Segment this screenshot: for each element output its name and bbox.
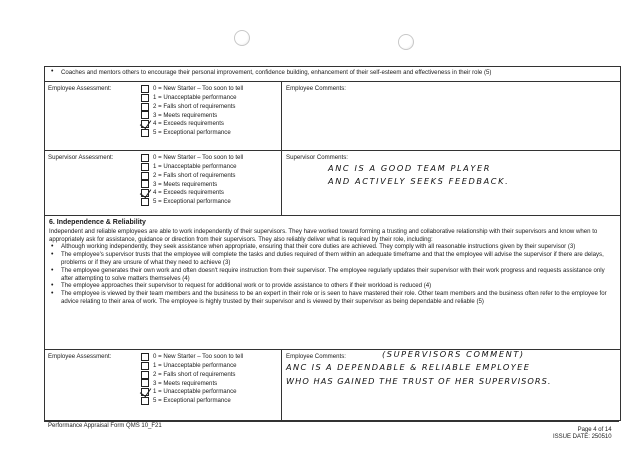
rating-option-4[interactable]: 4 = Exceeds requirements	[141, 120, 279, 129]
rating-option-0[interactable]: 0 = New Starter – Too soon to tell	[141, 85, 279, 94]
rating-option-0[interactable]: 0 = New Starter – Too soon to tell	[141, 154, 279, 163]
checkbox[interactable]	[141, 103, 149, 111]
punch-hole-right	[398, 34, 414, 50]
checkbox-checked[interactable]	[141, 120, 149, 128]
bullet-dot: •	[51, 68, 54, 75]
handwritten-comment-line-1: (SUPERVISORS COMMENT)	[382, 349, 525, 359]
assessment-label: Employee Assessment:	[48, 353, 112, 360]
footer-rule	[44, 421, 619, 422]
comments-cell[interactable]	[282, 350, 620, 420]
footer-page-number: Page 4 of 14	[577, 427, 612, 433]
top-bullet-row	[45, 67, 620, 82]
comments-label: Employee Comments:	[286, 85, 346, 92]
section-bullet-3: • The employee generates their own work and often doesn't require instruction from their supervisor. The employee regularly updates their supervisor with their work progress and requests assistance only after attempting to solve matters themselves (4)	[51, 266, 605, 282]
top-bullet-text: Coaches and mentors others to encourage their personal improvement, confidence building, enhancement of their self-esteem and effectiveness in their role (5)	[61, 69, 492, 76]
rating-option-1[interactable]: 1 = Unacceptable performance	[141, 163, 279, 172]
handwritten-comment-line-1: ANC IS A GOOD TEAM PLAYER	[328, 163, 492, 173]
checkbox[interactable]	[141, 163, 149, 171]
rating-option-2[interactable]: 2 = Falls short of requirements	[141, 171, 279, 180]
comments-label: Supervisor Comments:	[286, 154, 348, 161]
section-independence-reliability	[45, 216, 620, 350]
handwritten-comment-line-2: AND ACTIVELY SEEKS FEEDBACK.	[328, 176, 510, 186]
rating-option-1[interactable]: 1 = Unacceptable performance	[141, 362, 279, 371]
checkbox-checked[interactable]	[141, 189, 149, 197]
bullet-dot: •	[51, 243, 54, 251]
checkbox[interactable]	[141, 172, 149, 180]
employee-assessment-block-1	[45, 82, 620, 151]
bullet-dot: •	[51, 251, 54, 259]
comments-cell[interactable]	[282, 82, 620, 150]
rating-option-2[interactable]: 2 = Falls short of requirements	[141, 102, 279, 111]
section-title: 6. Independence & Reliability	[49, 219, 146, 226]
rating-option-5[interactable]: 5 = Exceptional performance	[141, 128, 279, 137]
checkbox-checked[interactable]	[141, 388, 149, 396]
section-bullet-5: • The employee is viewed by their team members and the business to be an expert in their role or is seen to have mastered their role. Other team members and the business often refer to the employee for advice relating to their area of work. The employee is highly trusted by their supervisor and is viewed by their supervisor as being dependable and reliable (5)	[51, 290, 607, 305]
rating-option-4[interactable]: 4 = Exceeds requirements	[141, 189, 279, 198]
rating-option-3[interactable]: 3 = Meets requirements	[141, 379, 279, 388]
punch-hole-left	[234, 30, 250, 46]
footer-form-id: Performance Appraisal Form QMS 10_F21	[48, 423, 162, 429]
checkbox[interactable]	[141, 353, 149, 361]
checkbox[interactable]	[141, 129, 149, 137]
supervisor-assessment-block	[45, 151, 620, 216]
section-intro: Independent and reliable employees are able to work independently of their supervisors. They have worked toward forming a trusting and collaborative relationship with their supervisors and know when to appropriately ask for assistance, guidance or direction from their supervisors. They also reliably deliver what is required by their role, including:	[49, 227, 598, 243]
rating-option-4[interactable]: 1 = Unacceptable performance	[141, 388, 279, 397]
rating-option-0[interactable]: 0 = New Starter – Too soon to tell	[141, 353, 279, 362]
comments-label: Employee Comments:	[286, 353, 346, 360]
checkbox[interactable]	[141, 198, 149, 206]
checkbox[interactable]	[141, 85, 149, 93]
section-bullet-4: • The employee approaches their supervisor to request for additional work or to provide assistance to others if their workload is reduced (4)	[51, 282, 432, 290]
appraisal-table	[44, 66, 621, 421]
rating-option-5[interactable]: 5 = Exceptional performance	[141, 396, 279, 405]
checkbox[interactable]	[141, 362, 149, 370]
section-bullet-2: • The employee's supervisor trusts that the employee will complete the tasks and duties required of them within an adequate timeframe and that the employee will advise the supervisor if there are delays, problems or if they are unsure of what they need to achieve (3)	[51, 251, 604, 266]
assessment-label: Supervisor Assessment:	[48, 154, 114, 161]
rating-option-3[interactable]: 3 = Meets requirements	[141, 180, 279, 189]
handwritten-comment-line-3: WHO HAS GAINED THE TRUST OF HER SUPERVISORS.	[286, 376, 552, 386]
rating-option-3[interactable]: 3 = Meets requirements	[141, 111, 279, 120]
assessment-label: Employee Assessment:	[48, 85, 112, 92]
checkbox[interactable]	[141, 397, 149, 405]
bullet-dot: •	[51, 282, 54, 290]
section-bullet-1: • Although working independently, they seek assistance when appropriate, ensuring that their core duties are achieved. They comply with all reasonable instructions given by their supervisor (3)	[51, 243, 576, 251]
bullet-dot: •	[51, 266, 54, 274]
employee-assessment-block-2	[45, 350, 620, 420]
checkbox[interactable]	[141, 94, 149, 102]
rating-options	[139, 82, 282, 150]
rating-options	[139, 350, 282, 420]
footer-issue-date: ISSUE DATE: 250510	[553, 434, 612, 440]
handwritten-comment-line-2: ANC IS A DEPENDABLE & RELIABLE EMPLOYEE	[286, 362, 531, 372]
rating-option-2[interactable]: 2 = Falls short of requirements	[141, 370, 279, 379]
bullet-dot: •	[51, 290, 54, 298]
rating-option-5[interactable]: 5 = Exceptional performance	[141, 197, 279, 206]
checkbox[interactable]	[141, 154, 149, 162]
rating-option-1[interactable]: 1 = Unacceptable performance	[141, 94, 279, 103]
rating-options	[139, 151, 282, 215]
comments-cell[interactable]	[282, 151, 620, 215]
footer-page-info	[553, 427, 612, 441]
checkbox[interactable]	[141, 371, 149, 379]
